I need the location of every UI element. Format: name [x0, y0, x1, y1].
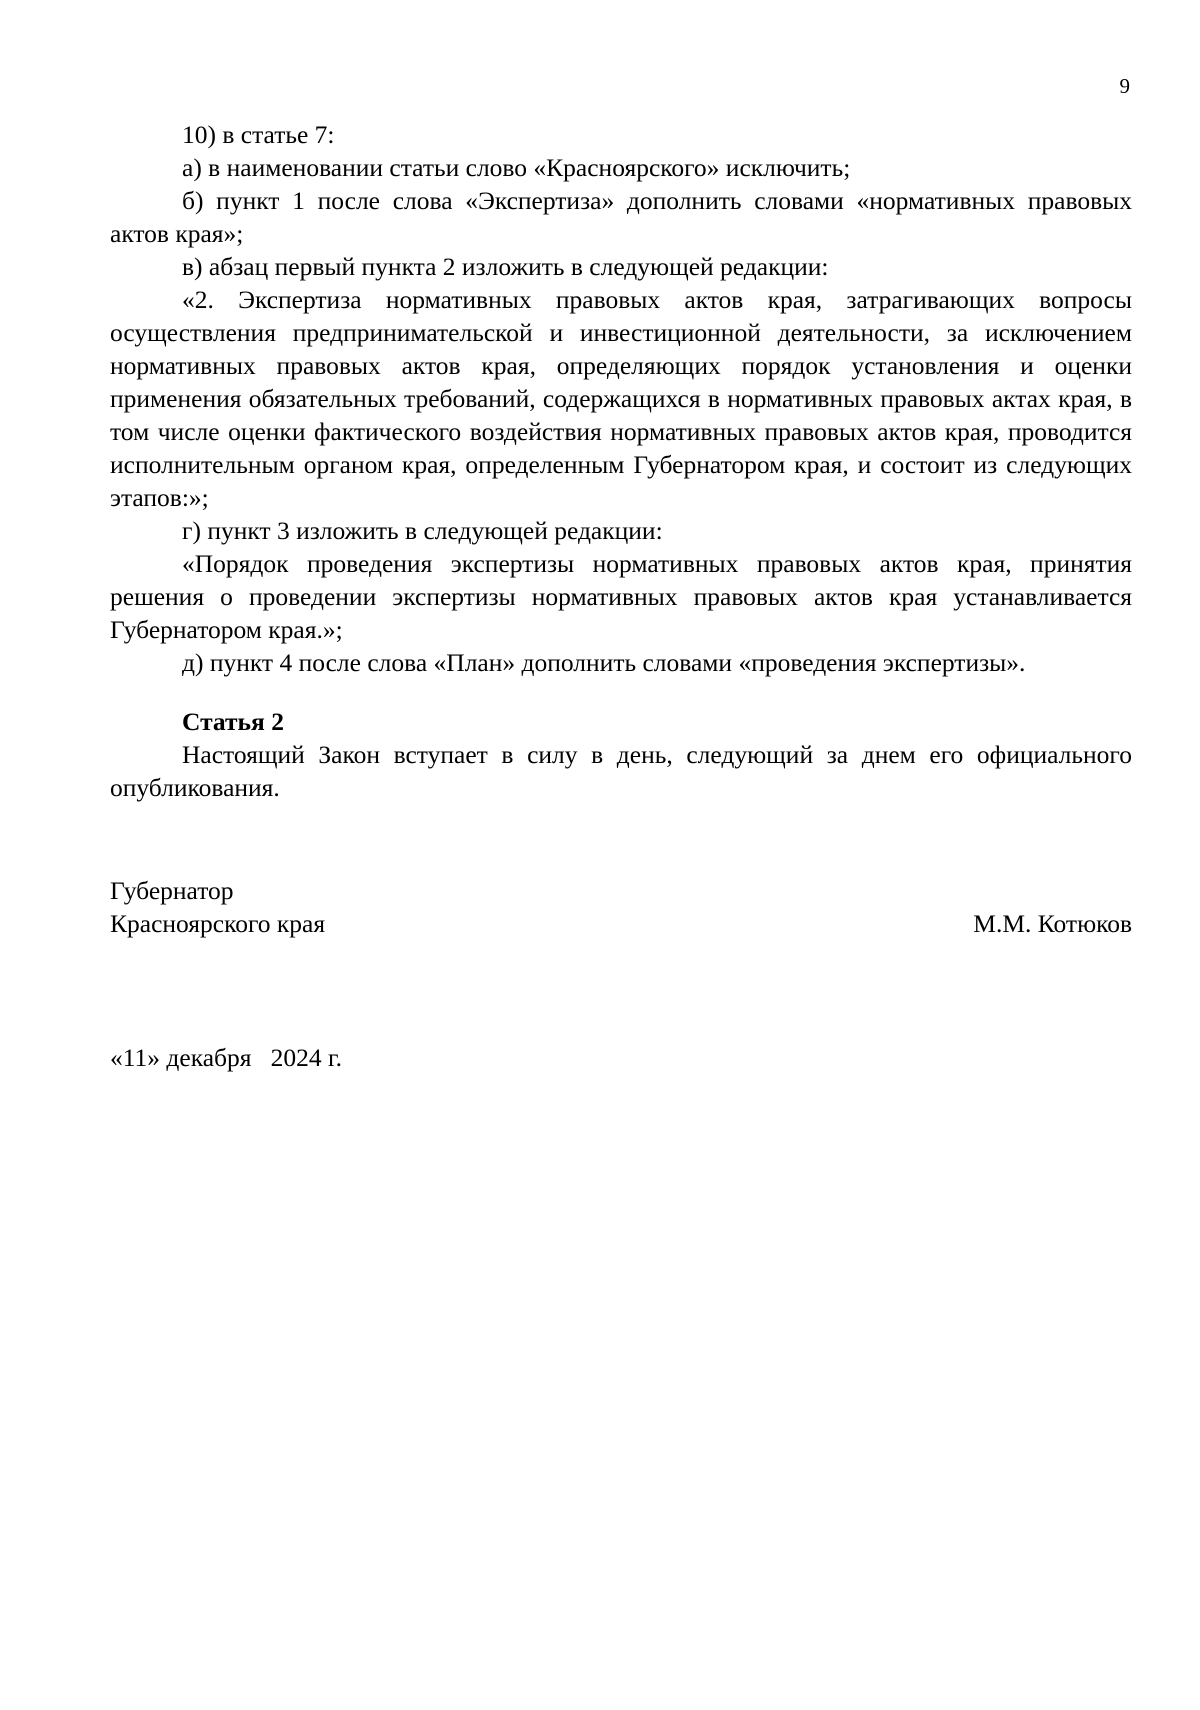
- article-2-title: Статья 2: [182, 707, 284, 736]
- paragraph-subitem-a: а) в наименовании статьи слово «Красноярского» исключить;: [182, 153, 851, 182]
- document-date: «11» декабря 2024 г.: [110, 1043, 342, 1072]
- article-spacer: [110, 679, 1132, 705]
- paragraph-subitem-v: в) абзац первый пункта 2 изложить в следующей редакции:: [182, 252, 829, 281]
- signatory-name: М.М. Котюков: [973, 909, 1132, 938]
- page-number: 9: [1119, 74, 1130, 98]
- signature-block: [110, 874, 1132, 940]
- signature-position-line2: Красноярского края: [110, 909, 326, 938]
- paragraph-subitem-d: д) пункт 4 после слова «План» дополнить словами «проведения экспертизы».: [182, 648, 1026, 677]
- article-2-text: Настоящий Закон вступает в силу в день, следующий за днем его официального опубликования.: [110, 740, 1132, 802]
- paragraph-item-10: 10) в статье 7:: [182, 120, 335, 149]
- paragraph-subitem-g: г) пункт 3 изложить в следующей редакции:: [182, 516, 663, 545]
- paragraph-quoted-point-2: «2. Экспертиза нормативных правовых актов края, затрагивающих вопросы осуществления предпринимательской и инвестиционной деятельности, за исключением нормативных правовых актов края, определяющих порядок установления и оценки применения обязательных требований, содержащихся в нормативных правовых актах края, в том числе оценки фактического воздействия нормативных правовых актов края, проводится исполнительным органом края, определенным Губернатором края, и состоит из следующих этапов:»;: [110, 285, 1132, 512]
- paragraph-subitem-b: б) пункт 1 после слова «Экспертиза» дополнить словами «нормативных правовых актов края»;: [110, 186, 1132, 248]
- signature-position-line1: Губернатор: [110, 876, 234, 905]
- paragraph-quoted-point-3: «Порядок проведения экспертизы нормативных правовых актов края, принятия решения о проведении экспертизы нормативных правовых актов края устанавливается Губернатором края.»;: [110, 549, 1132, 644]
- signature-row: [110, 907, 1132, 940]
- document-body: [110, 118, 1132, 804]
